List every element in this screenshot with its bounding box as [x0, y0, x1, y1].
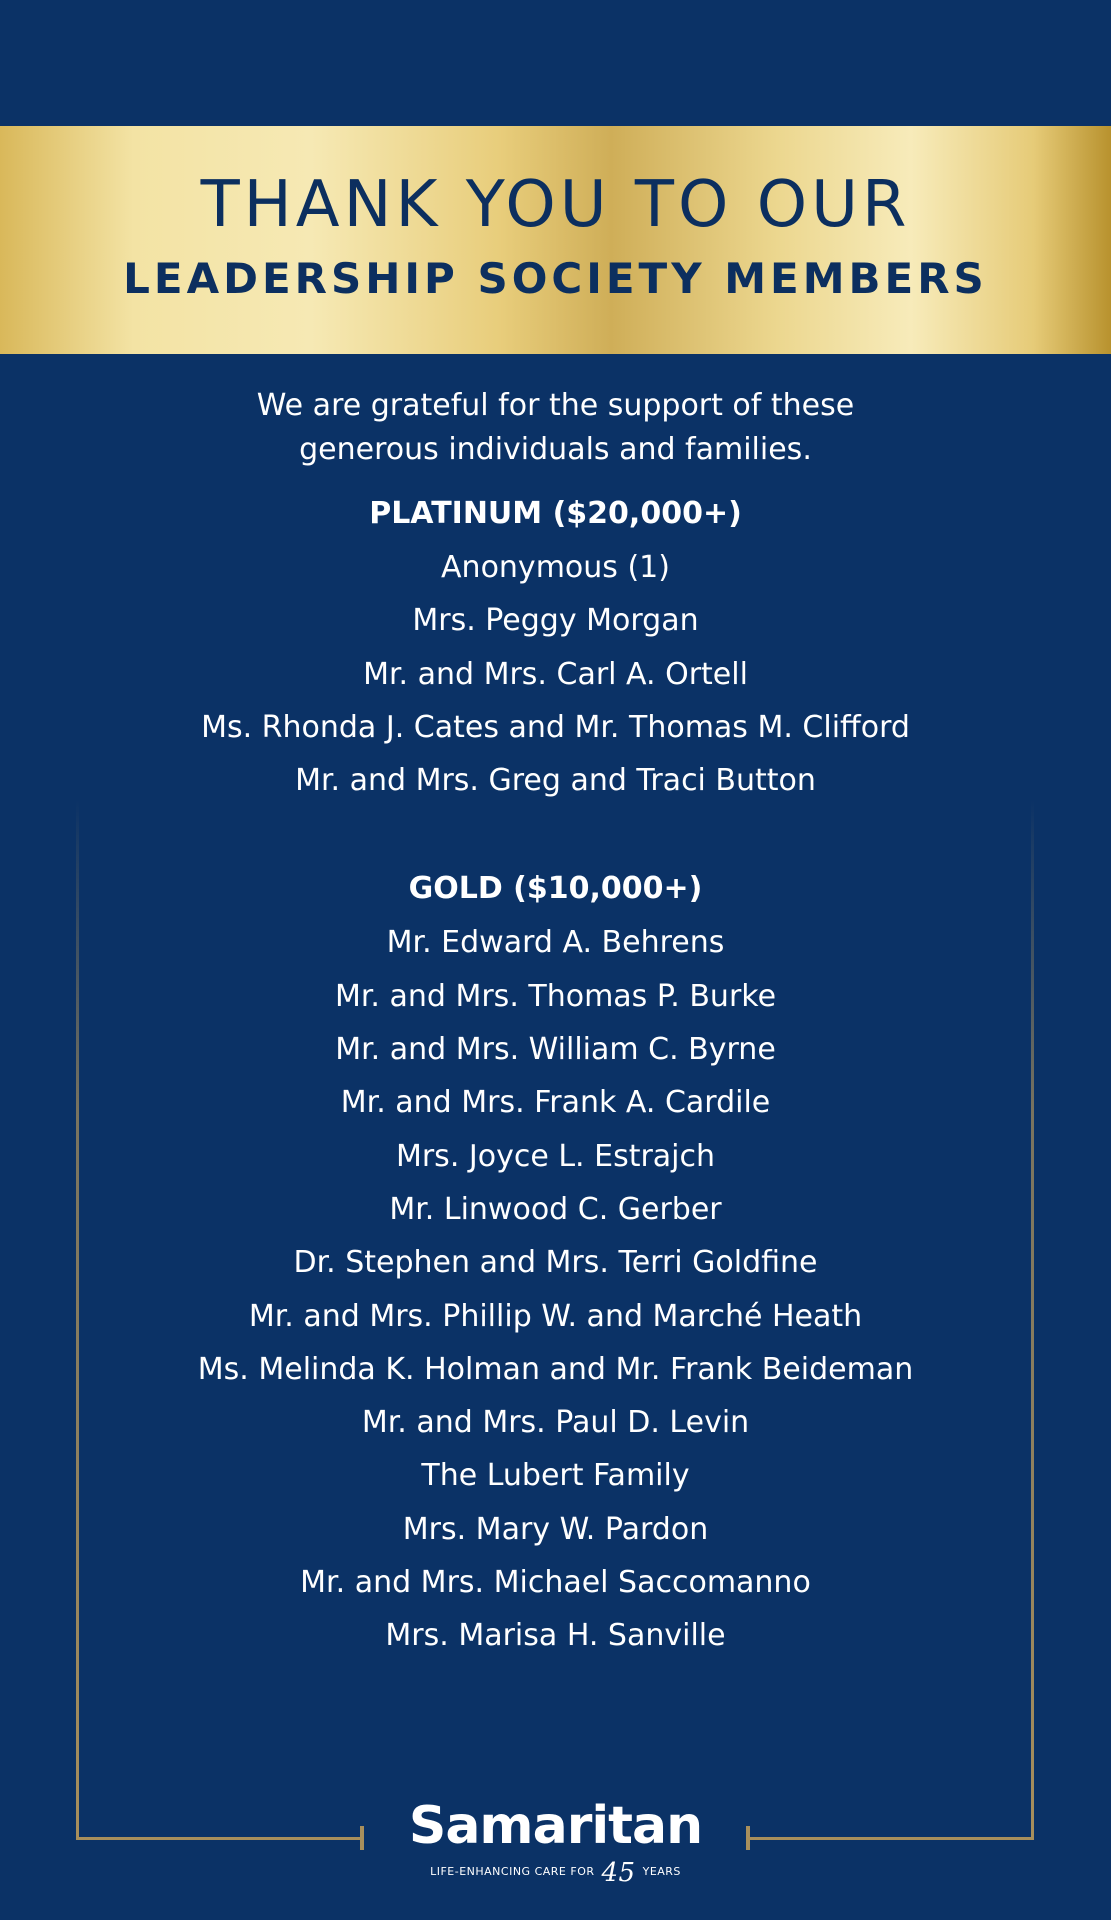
donor-name: Mr. and Mrs. Phillip W. and Marché Heath [248, 1298, 863, 1334]
intro-text [0, 384, 1111, 472]
donor-name: The Lubert Family [421, 1458, 690, 1494]
donor-name: Mrs. Joyce L. Estrajch [395, 1138, 716, 1174]
frame-bottom-right-rule [746, 1837, 1034, 1840]
frame-cap-right [746, 1826, 750, 1850]
donor-name: Mrs. Mary W. Pardon [402, 1511, 709, 1547]
donor-name: Anonymous (1) [441, 550, 670, 585]
donor-name: Mr. Linwood C. Gerber [389, 1191, 722, 1227]
donor-name: Mr. Edward A. Behrens [386, 925, 725, 961]
tier-heading-platinum: PLATINUM ($20,000+) [369, 496, 742, 531]
donor-name: Mr. and Mrs. Carl A. Ortell [363, 656, 748, 692]
banner-title-line1: THANK YOU TO OUR [200, 168, 911, 242]
donor-name: Mr. and Mrs. William C. Byrne [335, 1032, 776, 1068]
donor-name: Mr. and Mrs. Frank A. Cardile [340, 1085, 771, 1121]
frame-bottom-left-rule [76, 1837, 364, 1840]
logo-tagline [400, 1858, 711, 1888]
tier-heading-gold: GOLD ($10,000+) [408, 871, 703, 907]
logo-tagline-number: 45 [601, 1858, 636, 1888]
logo-wordmark: Samaritan [408, 1796, 703, 1856]
donor-name: Mr. and Mrs. Thomas P. Burke [334, 978, 777, 1014]
donor-list-platinum [0, 541, 1111, 807]
donor-name: Ms. Melinda K. Holman and Mr. Frank Beideman [197, 1351, 914, 1387]
header-banner [0, 126, 1111, 354]
donor-name: Mrs. Peggy Morgan [412, 603, 699, 639]
donor-name: Mr. and Mrs. Michael Saccomanno [300, 1565, 811, 1601]
samaritan-logo [400, 1796, 711, 1886]
main-content [0, 384, 1111, 1663]
logo-tagline-pre: LIFE-ENHANCING CARE FOR [430, 1865, 595, 1878]
donor-name: Mr. and Mrs. Greg and Traci Button [295, 763, 816, 799]
intro-line2: generous individuals and families. [299, 432, 812, 467]
banner-title-line2: LEADERSHIP SOCIETY MEMBERS [123, 254, 988, 303]
donor-name: Mrs. Marisa H. Sanville [385, 1618, 726, 1654]
donor-list-gold [0, 916, 1111, 1662]
donor-name: Ms. Rhonda J. Cates and Mr. Thomas M. Clifford [201, 709, 910, 745]
donor-name: Mr. and Mrs. Paul D. Levin [361, 1405, 750, 1441]
frame-cap-left [360, 1826, 364, 1850]
donor-name: Dr. Stephen and Mrs. Terri Goldfine [293, 1245, 818, 1281]
logo-tagline-post: YEARS [642, 1865, 681, 1878]
intro-line1: We are grateful for the support of these [256, 388, 855, 423]
